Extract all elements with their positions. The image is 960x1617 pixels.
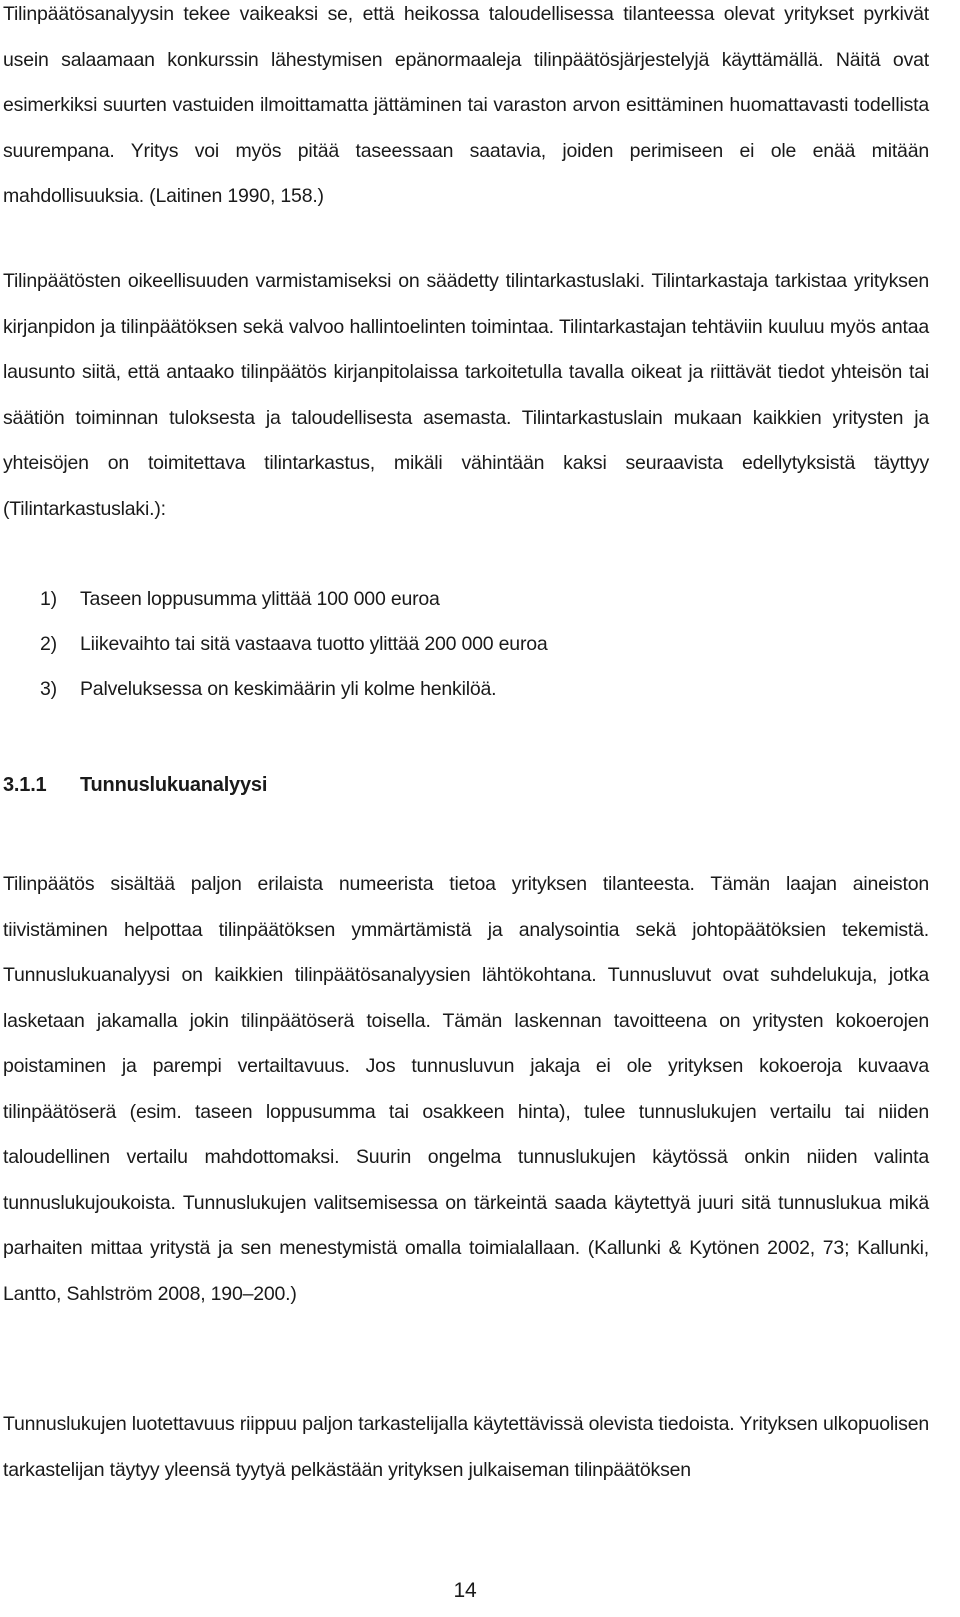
paragraph-audit-law: Tilinpäätösten oikeellisuuden varmistamiseksi on säädetty tilintarkastuslaki. Tilintarkastaja tarkistaa yrityksen kirjanpidon ja tilinpäätöksen sekä valvoo hallintoelinten toimintaa. Tilintarkastajan tehtäviin kuuluu myös antaa lausunto siitä, että antaako tilinpäätös kirjanpitolaissa tarkoitetulla tavalla oikeat ja riittävät tiedot yhteisön tai säätiön toiminnan tuloksesta ja taloudellisesta asemasta. Tilintarkastuslain mukaan kaikkien yritysten ja yhteisöjen on toimitettava tilintarkastus, mikäli vähintään kaksi seuraavista edellytyksistä täyttyy (Tilintarkastuslaki.): [3,270,929,520]
list-item-text: Taseen loppusumma ylittää 100 000 euroa [80,588,440,610]
list-item-number: 2) [40,633,57,655]
list-item [40,577,548,622]
paragraph-ratio-analysis: Tilinpäätös sisältää paljon erilaista numeerista tietoa yrityksen tilanteesta. Tämän laajan aineiston tiivistäminen helpottaa tilinpäätöksen ymmärtämistä ja analysointia sekä johtopäätöksien tekemistä. Tunnuslukuanalyysi on kaikkien tilinpäätösanalyysien lähtökohtana. Tunnusluvut ovat suhdelukuja, jotka lasketaan jakamalla jokin tilinpäätöserä toisella. Tämän laskennan tavoitteena on yritysten kokoerojen poistaminen ja parempi vertailtavuus. Jos tunnusluvun jakaja ei ole yrityksen kokoeroja kuvaava tilinpäätöserä (esim. taseen loppusumma tai osakkeen hinta), tulee tunnuslukujen vertailu tai niiden taloudellinen vertailu mahdottomaksi. Suurin ongelma tunnuslukujen käytössä onkin niiden valinta tunnuslukujoukoista. Tunnuslukujen valitsemisessa on tärkeintä saada käytettyä juuri sitä tunnuslukua mikä parhaiten mittaa yritystä ja sen menestymistä omalla toimialallaan. (Kallunki & Kytönen 2002, 73; Kallunki, Lantto, Sahlström 2008, 190–200.) [3,873,929,1305]
paragraph-ratio-reliability: Tunnuslukujen luotettavuus riippuu paljon tarkastelijalla käytettävissä olevista tiedoista. Yrityksen ulkopuolisen tarkastelijan täytyy yleensä tyytyä pelkästään yrityksen julkaiseman tilinpäätöksen [3,1413,929,1481]
list-item-number: 1) [40,588,57,610]
page-number: 14 [453,1579,477,1602]
list-item [40,622,548,667]
list-item-number: 3) [40,678,57,700]
list-item [40,667,548,712]
list-item-text: Palveluksessa on keskimäärin yli kolme henkilöä. [80,678,497,700]
section-heading [3,765,267,805]
section-number: 3.1.1 [3,774,47,796]
section-title: Tunnuslukuanalyysi [80,774,268,796]
paragraph-financial-statement-difficulty: Tilinpäätösanalyysin tekee vaikeaksi se, että heikossa taloudellisessa tilanteessa olevat yritykset pyrkivät usein salaamaan konkurssin lähestymisen epänormaaleja tilinpäätösjärjestelyjä käyttämällä. Näitä ovat esimerkiksi suurten vastuiden ilmoittamatta jättäminen tai varaston arvon esittäminen huomattavasti todellista suurempana. Yritys voi myös pitää taseessaan saatavia, joiden perimiseen ei ole enää mitään mahdollisuuksia. (Laitinen 1990, 158.) [3,3,929,207]
list-item-text: Liikevaihto tai sitä vastaava tuotto ylittää 200 000 euroa [80,633,548,655]
audit-criteria-list [40,577,548,712]
